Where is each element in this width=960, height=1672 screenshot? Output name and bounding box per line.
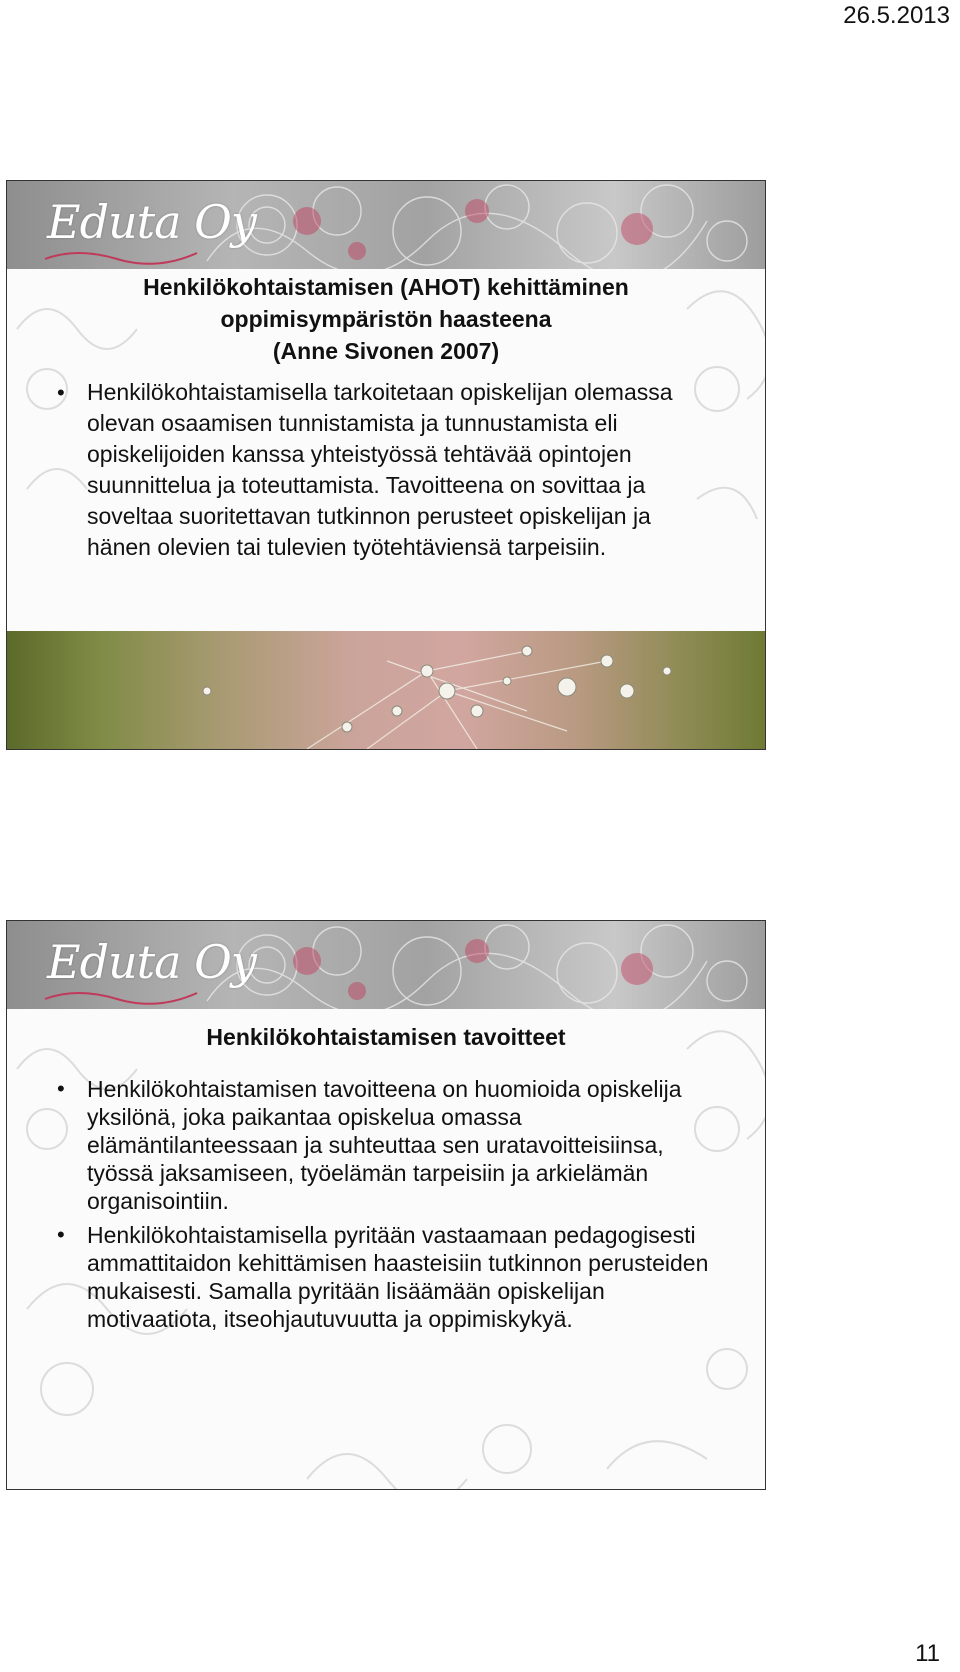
title-line: (Anne Sivonen 2007) <box>272 338 500 364</box>
dewdrop-photo <box>7 631 765 749</box>
slide-2 <box>6 920 766 1490</box>
bullet-list <box>7 377 765 563</box>
slide-content <box>7 1021 765 1339</box>
slide-1 <box>6 180 766 750</box>
slide-title <box>47 271 725 367</box>
page-number: 11 <box>915 1640 940 1667</box>
bullet-item: • Henkilökohtaistamisella tarkoitetaan opiskelijan olemassa olevan osaamisen tunnistamista ja tunnustamista eli opiskelijoiden kanssa yhteistyössä tehtävää opintojen suunnittelua ja toteuttamista. Tavoitteena on sovittaa ja soveltaa suoritettavan tutkinnon perusteet opiskelijan ja hänen olevien tai tulevien työtehtäviensä tarpeisiin. <box>57 377 717 563</box>
bullet-item: • Henkilökohtaistamisen tavoitteena on huomioida opiskelija yksilönä, joka paikantaa opiskelua omassa elämäntilanteessaan ja suhteuttaa sen uratavoitteisiinsa, työssä jaksamiseen, työelämän tarpeisiin ja arkielämän organisointiin. <box>57 1075 717 1215</box>
bullet-item: • Henkilökohtaistamisella pyritään vastaamaan pedagogisesti ammattitaidon kehittämisen haasteisiin tutkinnon perusteiden mukaisesti. Samalla pyritään lisäämään opiskelijan motivaatiota, itseohjautuvuutta ja oppimiskykyä. <box>57 1221 717 1333</box>
title-line: Henkilökohtaistamisen tavoitteet <box>206 1024 566 1050</box>
company-logo: Eduta Oy <box>47 195 256 249</box>
title-line: oppimisympäristön haasteena <box>220 306 552 332</box>
title-line: Henkilökohtaistamisen (AHOT) kehittäminen <box>143 274 629 300</box>
slide-content <box>7 271 765 563</box>
page-date: 26.5.2013 <box>843 2 950 29</box>
slide-banner <box>7 181 765 269</box>
bullet-list <box>7 1075 765 1333</box>
slide-title <box>47 1021 725 1053</box>
spiderweb-dewdrops-icon <box>7 631 765 749</box>
slide-banner <box>7 921 765 1009</box>
company-logo: Eduta Oy <box>47 935 256 989</box>
